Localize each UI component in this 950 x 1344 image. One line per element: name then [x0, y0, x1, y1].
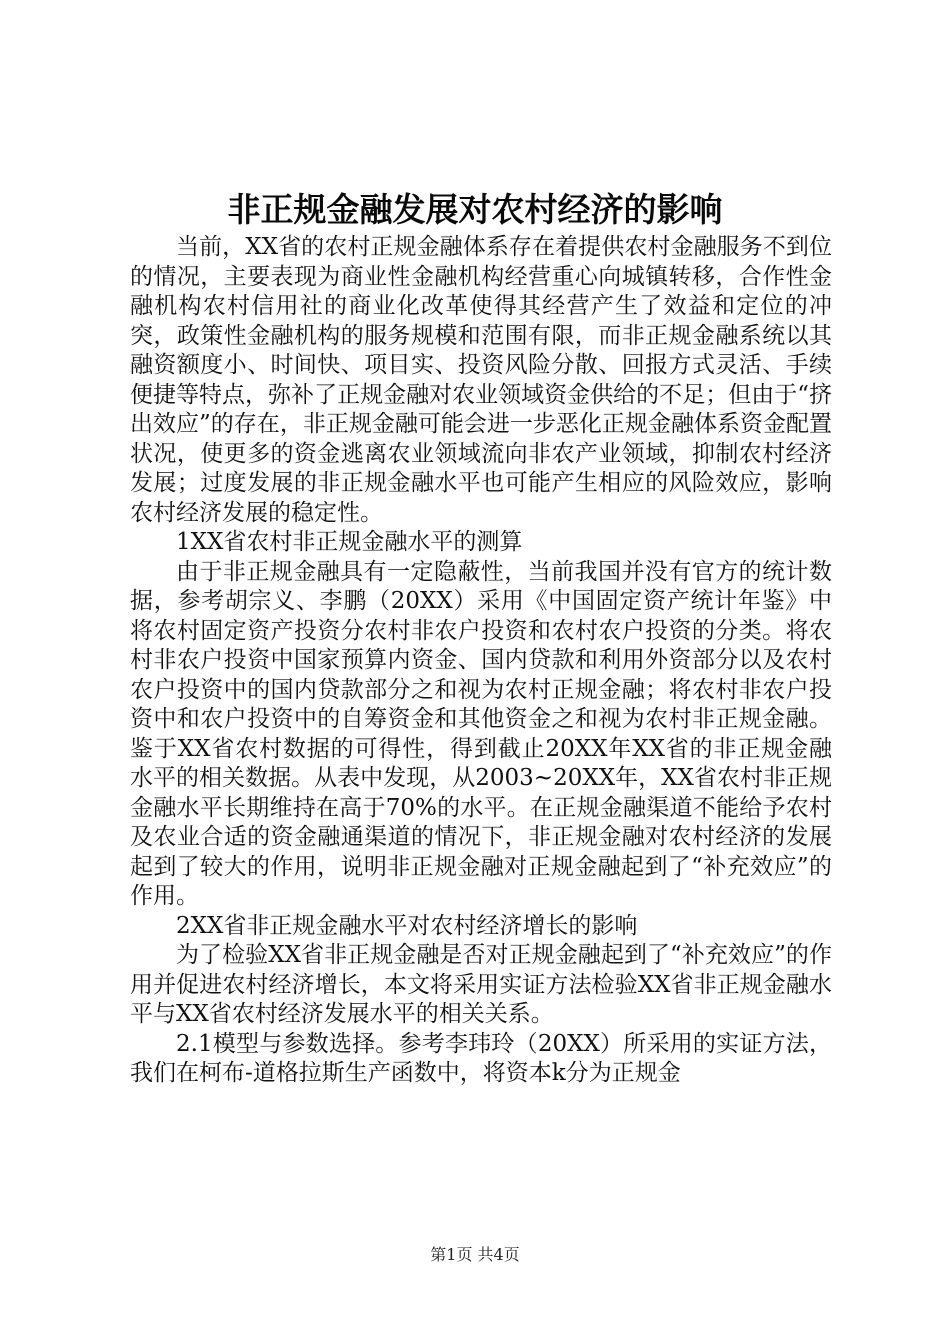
section-heading: 1XX省农村非正规金融水平的测算	[176, 529, 523, 555]
paragraph: 为了检验XX省非正规金融是否对正规金融起到了“补充效应”的作用并促进农村经济增长，本文将采用实证方法检验XX省非正规金融水平与XX省农村经济发展水平的相关关系。	[130, 942, 832, 1027]
section-heading: 2XX省非正规金融水平对农村经济增长的影响	[176, 912, 638, 939]
paragraph: 当前，XX省的农村正规金融体系存在着提供农村金融服务不到位的情况，主要表现为商业性金融机构经营重心向城镇转移，合作性金融机构农村信用社的商业化改革使得其经营产生了效益和定位的冲突，政策性金融机构的服务规模和范围有限，而非正规金融系统以其融资额度小、时间快、项目实、投资风险分散、回报方式灵活、手续便捷等特点，弥补了正规金融对农业领域资金供给的不足；但由于“挤出效应”的存在，非正规金融可能会进一步恶化正规金融体系资金配置状况，使更多的资金逃离农业领域流向非农产业领域，抑制农村经济发展；过度发展的非正规金融水平也可能产生相应的风险效应，影响农村经济发展的稳定性。	[130, 234, 832, 526]
document-title: 非正规金融发展对农村经济的影响	[227, 190, 723, 229]
paragraph: 由于非正规金融具有一定隐蔽性，当前我国并没有官方的统计数据，参考胡宗义、李鹏（20XX）采用《中国固定资产统计年鉴》中将农村固定资产投资分农村非农户投资和农村农户投资的分类。将农村非农户投资中国家预算内资金、国内贷款和利用外资部分以及农村农户投资中的国内贷款部分之和视为农村正规金融；将农村非农户投资中和农户投资中的自筹资金和其他资金之和视为农村非正规金融。鉴于XX省农村数据的可得性，得到截止20XX年XX省的非正规金融水平的相关数据。从表中发现，从2003~20XX年，XX省农村非正规金融水平长期维持在高于70%的水平。在正规金融渠道不能给予农村及农业合适的资金融通渠道的情况下，非正规金融对农村经济的发展起到了较大的作用，说明非正规金融对正规金融起到了“补充效应”的作用。	[130, 558, 832, 909]
page-footer: 第1页 共4页	[430, 1245, 520, 1264]
paragraph: 2.1模型与参数选择。参考李玮玲（20XX）所采用的实证方法，我们在柯布-道格拉斯生产函数中，将资本k分为正规金	[130, 1030, 832, 1086]
document-body	[130, 233, 832, 1089]
